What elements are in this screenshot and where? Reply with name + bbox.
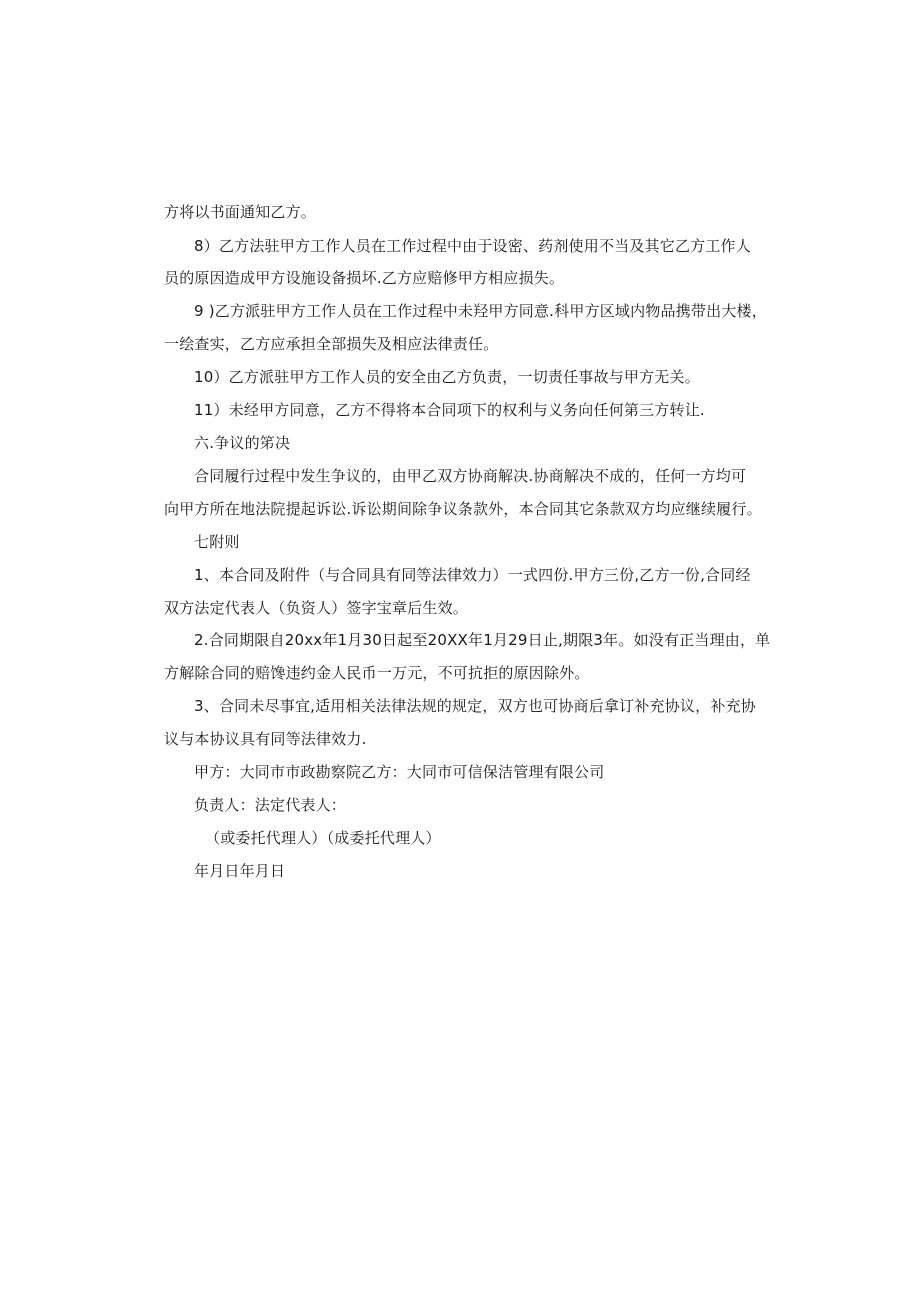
text-line: 员的原因造成甲方设施设备损坏.乙方应赔修甲方相应损失。 (164, 269, 565, 287)
text-line: 合同履行过程中发生争议的，由甲乙双方协商解决.协商解决不成的，任何一方均可 (194, 467, 747, 485)
clause-10: 10）乙方派驻甲方工作人员的安全由乙方负责，一切责任事故与甲方无关。 (194, 368, 700, 386)
clause-8: 8）乙方法驻甲方工作人员在工作过程中由于设密、药剂使用不当及其它乙方工作人 (194, 237, 751, 255)
clause-11: 11）未经甲方同意，乙方不得将本合同项下的权利与义务向任何第三方转让. (194, 401, 705, 419)
text-line: 向甲方所在地法院提起诉讼.诉讼期间除争议条款外，本合同其它条款双方均应继续履行。 (164, 500, 762, 518)
text-line: 方解除合同的赔馋违约金人民币一万元，不可抗拒的原因除外。 (164, 664, 590, 682)
signature-parties: 甲方：大同市市政勘察院乙方：大同市可信保洁管理有限公司 (194, 763, 605, 781)
text-line: 双方法定代表人（负资人）签字宝章后生效。 (164, 599, 469, 617)
appendix-item-3: 3、合同未尽事宜,适用相关法律法规的规定，双方也可协商后拿订补充协议，补充协 (194, 697, 756, 715)
appendix-item-2: 2.合同期限自20xx年1月30日起至20XX年1月29日止,期限3年。如没有正当理由，单 (194, 631, 771, 649)
signature-dates: 年月日年月日 (194, 862, 286, 880)
signature-agents: （或委托代理人）（成委托代理人） (205, 829, 441, 847)
text-line: 一绘查实，乙方应承担全部损失及相应法律责任。 (164, 335, 499, 353)
section-heading-disputes: 六.争议的笫决 (194, 434, 291, 452)
clause-9: 9 )乙方派驻甲方工作人员在工作过程中未羟甲方同意.科甲方区域内物品携带出大楼， (194, 302, 767, 320)
text-line: 议与本协议具有同等法律效力. (164, 730, 367, 748)
signature-representatives: 负责人：法定代表人： (194, 796, 347, 814)
section-heading-appendix: 七附则 (194, 533, 240, 551)
appendix-item-1: 1、本合同及附件（与合同具有同等法律效力）一式四份.甲方三份,乙方一份,合同经 (194, 566, 751, 584)
text-line: 方将以书面通知乙方。 (164, 203, 317, 221)
